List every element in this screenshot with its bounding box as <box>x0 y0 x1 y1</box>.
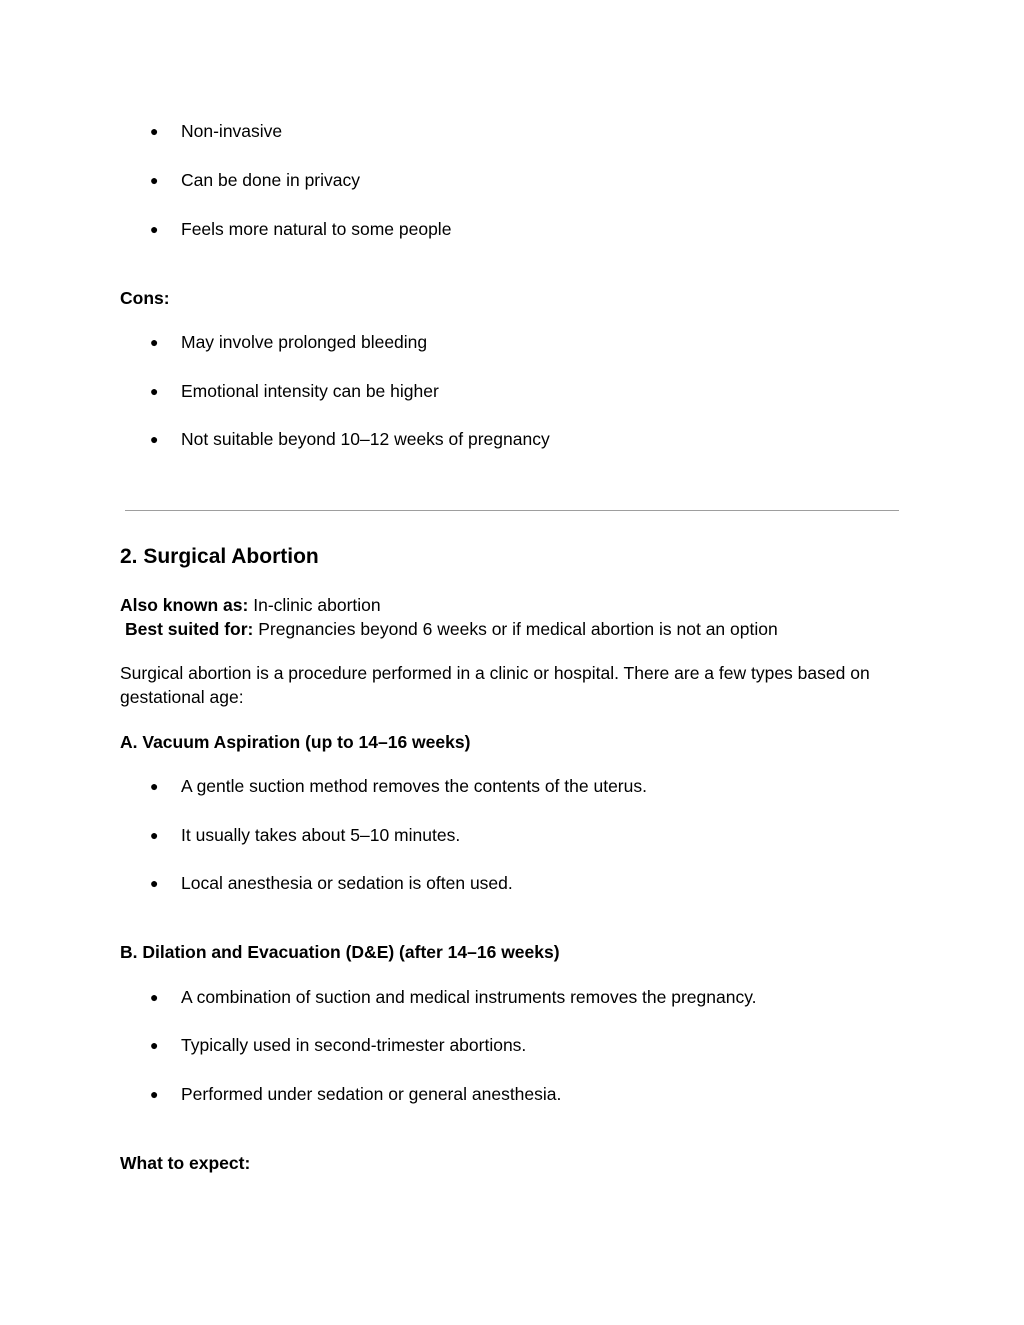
bullet-icon: ● <box>150 383 159 399</box>
best-suited-line <box>125 618 778 640</box>
bullet-icon: ● <box>150 172 159 188</box>
bullet-icon: ● <box>150 1037 159 1053</box>
bullet-icon: ● <box>150 334 159 350</box>
list-item-text: Emotional intensity can be higher <box>181 381 439 401</box>
intro-paragraph: Surgical abortion is a procedure performed in a clinic or hospital. There are a few types based on gestational age: <box>120 663 870 707</box>
best-suited-label: Best suited for: <box>125 619 254 639</box>
section-heading: 2. Surgical Abortion <box>120 545 319 568</box>
bullet-icon: ● <box>150 778 159 794</box>
list-item-text: Performed under sedation or general anesthesia. <box>181 1084 562 1104</box>
section-divider <box>125 510 899 511</box>
what-to-expect-heading: What to expect: <box>120 1153 251 1173</box>
also-known-label: Also known as: <box>120 595 249 615</box>
also-known-value: In-clinic abortion <box>248 595 381 615</box>
best-suited-value: Pregnancies beyond 6 weeks or if medical abortion is not an option <box>253 619 778 639</box>
list-item-text: Not suitable beyond 10–12 weeks of pregnancy <box>181 429 550 449</box>
list-item-text: May involve prolonged bleeding <box>181 332 428 352</box>
list-item-text: Can be done in privacy <box>181 170 360 190</box>
subsection-heading: B. Dilation and Evacuation (D&E) (after 14–16 weeks) <box>120 942 560 962</box>
list-item-text: Non-invasive <box>181 121 283 141</box>
list-item-text: Local anesthesia or sedation is often used. <box>181 873 513 893</box>
list-item-text: A combination of suction and medical instruments removes the pregnancy. <box>181 987 757 1007</box>
cons-heading: Cons: <box>120 288 170 308</box>
subsection-heading: A. Vacuum Aspiration (up to 14–16 weeks) <box>120 732 471 752</box>
list-item-text: Typically used in second-trimester abortions. <box>181 1035 527 1055</box>
bullet-icon: ● <box>150 827 159 843</box>
bullet-icon: ● <box>150 1086 159 1102</box>
bullet-icon: ● <box>150 123 159 139</box>
list-item-text: Feels more natural to some people <box>181 219 452 239</box>
bullet-icon: ● <box>150 431 159 447</box>
list-item-text: It usually takes about 5–10 minutes. <box>181 825 461 845</box>
bullet-icon: ● <box>150 875 159 891</box>
bullet-icon: ● <box>150 989 159 1005</box>
bullet-icon: ● <box>150 221 159 237</box>
also-known-line <box>120 594 381 616</box>
list-item-text: A gentle suction method removes the contents of the uterus. <box>181 776 647 796</box>
